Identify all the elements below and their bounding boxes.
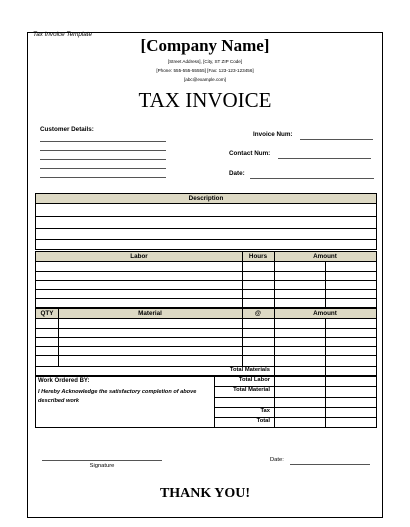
labor-header [36,252,376,262]
col-divider [325,262,326,307]
phone-fax-line: [Phone: 555-555-55555] [Fax: 123-123-123456] [156,68,254,73]
invoice-num-field[interactable] [300,139,373,140]
description-header-label: Description [188,195,224,202]
col-divider [274,367,275,375]
address-line: [Street Address], [City, ST ZIP Code] [167,59,243,64]
description-table [35,193,377,250]
qty-col-header: QTY [40,310,54,317]
customer-line-4[interactable] [40,168,166,169]
work-ordered-by-label: Work Ordered BY: [38,378,90,384]
signature-label: Signature [89,463,115,469]
row-divider [36,228,376,229]
col-divider [274,377,275,427]
total-labor-label: Total Labor [238,377,270,383]
customer-line-1[interactable] [40,141,166,142]
labor-col-header: Labor [130,253,148,260]
contact-num-field[interactable] [278,158,371,159]
hours-col-header: Hours [248,253,268,260]
material-header [36,309,376,319]
email-line: [abc@example.com] [184,77,226,82]
customer-details-label: Customer Details: [40,126,94,133]
row-divider [214,397,376,398]
footer-date-label: Date: [270,457,284,463]
customer-line-3[interactable] [40,159,166,160]
date-field[interactable] [250,178,374,179]
row-divider [36,298,376,299]
template-caption: Tax Invoice Template [33,31,93,38]
row-divider [36,346,376,347]
row-divider [36,289,376,290]
labor-table [35,251,377,308]
row-divider [36,337,376,338]
total-material-label: Total Material [233,387,270,393]
total-label: Total [256,418,270,424]
contact-num-label: Contact Num: [229,150,271,157]
col-divider [325,319,326,366]
row-divider [36,239,376,240]
date-label: Date: [229,170,245,177]
tax-label: Tax [260,408,270,414]
description-header [36,194,376,204]
thank-you-text: THANK YOU! [159,486,251,501]
row-divider [36,216,376,217]
col-divider [325,377,326,427]
material-table [35,308,377,367]
row-divider [36,280,376,281]
customer-line-5[interactable] [40,177,166,178]
total-materials-label: Total Materials [229,367,270,373]
customer-line-2[interactable] [40,150,166,151]
footer-date-line[interactable] [290,464,370,465]
amount-col-header: Amount [313,310,337,317]
col-divider [325,367,326,375]
material-col-header: Material [138,310,162,317]
company-name: [Company Name] [140,36,270,55]
row-divider [36,271,376,272]
acknowledge-text: I Hereby Acknowledge the satisfactory completion of above described work [38,389,197,404]
amount-col-header: Amount [313,253,337,260]
at-col-header: @ [254,310,262,317]
row-divider [36,355,376,356]
row-divider [36,328,376,329]
invoice-title: TAX INVOICE [138,88,272,112]
signature-line[interactable] [42,460,162,461]
invoice-num-label: Invoice Num: [253,131,293,138]
